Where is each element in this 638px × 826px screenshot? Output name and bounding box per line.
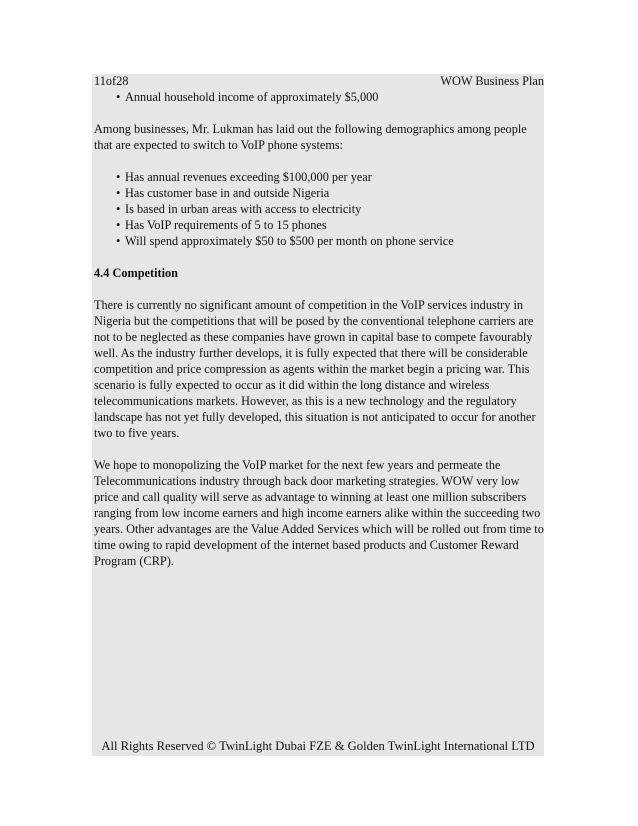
business-demographics-paragraph: Among businesses, Mr. Lukman has laid out the following demographics among people that are expected to switch to VoIP phone systems:	[94, 122, 527, 152]
list-item: • Has VoIP requirements of 5 to 15 phones	[94, 217, 544, 233]
business-bullet-list	[94, 169, 544, 249]
list-item: • Annual household income of approximately $5,000	[94, 89, 544, 105]
page-footer: All Rights Reserved © TwinLight Dubai FZE & Golden TwinLight International LTD	[101, 739, 535, 753]
list-item: • Has annual revenues exceeding $100,000 per year	[94, 169, 544, 185]
document-title: WOW Business Plan	[440, 74, 544, 88]
section-heading: 4.4 Competition	[94, 266, 179, 280]
document-body	[94, 73, 544, 569]
intro-bullet-list	[94, 89, 544, 105]
page-header	[94, 73, 544, 89]
page-number: 11of28	[94, 74, 129, 88]
list-item: • Has customer base in and outside Nigeria	[94, 185, 544, 201]
competition-paragraph-1: There is currently no significant amount of competition in the VoIP services industry in Nigeria but the competitions that will be posed by the conventional telephone carriers are not to be neglected as these companies have grown in capital base to compete favourably well. As the industry further develops, it is fully expected that there will be considerable competition and price compression as agents within the market begin a pricing war. This scenario is fully expected to occur as it did within the long distance and wireless telecommunications markets. However, as this is a new technology and the regulatory landscape has not yet fully developed, this situation is not anticipated to occur for another two to five years.	[94, 298, 536, 440]
list-item: • Will spend approximately $50 to $500 per month on phone service	[94, 233, 544, 249]
competition-paragraph-2: We hope to monopolizing the VoIP market for the next few years and permeate the Telecommunications industry through back door marketing strategies. WOW very low price and call quality will serve as advantage to winning at least one million subscribers ranging from low income earners and high income earners alike within the succeeding two years. Other advantages are the Value Added Services which will be rolled out from time to time owing to rapid development of the internet based products and Customer Reward Program (CRP).	[94, 458, 544, 568]
list-item: • Is based in urban areas with access to electricity	[94, 201, 544, 217]
